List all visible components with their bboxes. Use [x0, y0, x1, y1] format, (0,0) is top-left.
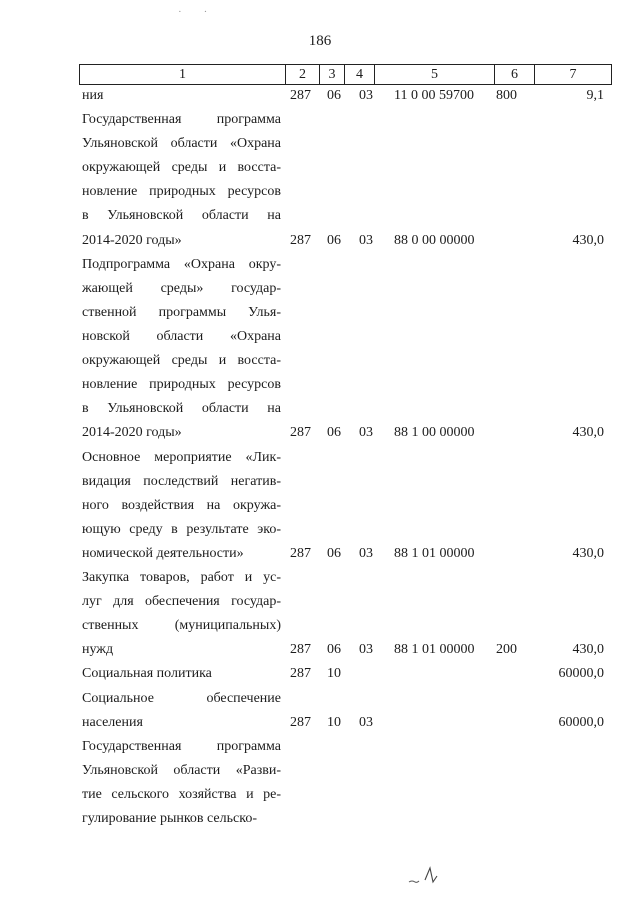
cell-code: 287: [290, 88, 311, 103]
cell-subsection: 03: [359, 232, 373, 248]
scan-mark-top: · ·: [178, 6, 208, 18]
description-line: ственной программы Улья-: [82, 304, 281, 320]
cell-section: 06: [327, 642, 341, 658]
description-line: Социальная политика: [82, 666, 212, 682]
cell-amount: 9,1: [586, 88, 604, 103]
description-line: гулирование рынков сельско-: [82, 810, 257, 826]
cell-subsection: 03: [359, 88, 373, 103]
row-description: [82, 687, 281, 735]
cell-amount: 60000,0: [558, 714, 604, 730]
cell-amount: 430,0: [572, 642, 604, 658]
description-line: новление природных ресурсов: [82, 184, 281, 200]
description-line: Закупка товаров, работ и ус-: [82, 570, 281, 585]
cell-section: 06: [327, 232, 341, 248]
description-line: видация последствий негатив-: [82, 473, 281, 489]
cell-section: 06: [327, 88, 341, 103]
description-line: луг для обеспечения государ-: [82, 594, 281, 610]
description-line: тие сельского хозяйства и ре-: [82, 786, 281, 802]
header-col-5: 5: [374, 65, 494, 84]
description-line: ющую среду в результате эко-: [82, 521, 281, 537]
cell-amount: 430,0: [572, 425, 604, 441]
header-col-4: 4: [344, 65, 374, 84]
cell-section: 10: [327, 666, 341, 682]
cell-target: 88 0 00 00000: [394, 232, 475, 248]
header-col-3: 3: [319, 65, 344, 84]
cell-amount: 430,0: [572, 545, 604, 561]
description-line: нужд: [82, 642, 114, 658]
cell-code: 287: [290, 666, 311, 682]
description-line: новление природных ресурсов: [82, 377, 281, 393]
row-description: [82, 84, 281, 108]
cell-section: 06: [327, 425, 341, 441]
row-description: [82, 566, 281, 662]
cell-code: 287: [290, 545, 311, 561]
header-col-7: 7: [534, 65, 611, 84]
cell-section: 10: [327, 714, 341, 730]
cell-subsection: 03: [359, 642, 373, 658]
description-line: Государственная программа: [82, 112, 281, 128]
description-line: ния: [82, 88, 104, 103]
description-line: жающей среды» государ-: [82, 280, 281, 296]
description-line: Социальное обеспечение: [82, 690, 281, 706]
cell-code: 287: [290, 232, 311, 248]
cell-target: 88 1 00 00000: [394, 425, 475, 441]
cell-code: 287: [290, 714, 311, 730]
description-line: Ульяновской области «Охрана: [82, 136, 281, 152]
cell-section: 06: [327, 545, 341, 561]
description-line: Подпрограмма «Охрана окру-: [82, 256, 281, 272]
signature-mark: [407, 862, 441, 886]
description-line: новской области «Охрана: [82, 328, 281, 344]
description-line: Государственная программа: [82, 738, 281, 754]
description-line: в Ульяновской области на: [82, 401, 281, 417]
description-line: 2014-2020 годы»: [82, 232, 182, 248]
row-description: [82, 108, 281, 253]
description-line: населения: [82, 714, 143, 730]
header-col-2: 2: [285, 65, 319, 84]
cell-target: 11 0 00 59700: [394, 88, 474, 103]
description-line: 2014-2020 годы»: [82, 425, 182, 441]
table-header: [79, 64, 612, 85]
cell-code: 287: [290, 425, 311, 441]
row-description: [82, 735, 281, 831]
description-line: Ульяновской области «Разви-: [82, 762, 281, 778]
description-line: в Ульяновской области на: [82, 208, 281, 224]
description-line: окружающей среды и восста-: [82, 160, 281, 176]
cell-amount: 60000,0: [558, 666, 604, 682]
description-line: окружающей среды и восста-: [82, 353, 281, 369]
cell-amount: 430,0: [572, 232, 604, 248]
row-description: [82, 253, 281, 446]
description-line: Основное мероприятие «Лик-: [82, 449, 281, 465]
cell-target: 88 1 01 00000: [394, 642, 475, 658]
description-line: ственных (муниципальных): [82, 618, 281, 634]
cell-subsection: 03: [359, 545, 373, 561]
row-description: [82, 662, 281, 686]
cell-subsection: 03: [359, 425, 373, 441]
cell-code: 287: [290, 642, 311, 658]
header-col-1: 1: [179, 67, 186, 82]
cell-expense-type: 800: [496, 88, 517, 103]
description-line: ного воздействия на окружа-: [82, 497, 281, 513]
header-col-6: 6: [494, 65, 534, 84]
cell-target: 88 1 01 00000: [394, 545, 475, 561]
page-number: 186: [308, 33, 332, 49]
description-line: номической деятельности»: [82, 545, 244, 561]
cell-expense-type: 200: [496, 642, 517, 658]
row-description: [82, 446, 281, 566]
cell-subsection: 03: [359, 714, 373, 730]
